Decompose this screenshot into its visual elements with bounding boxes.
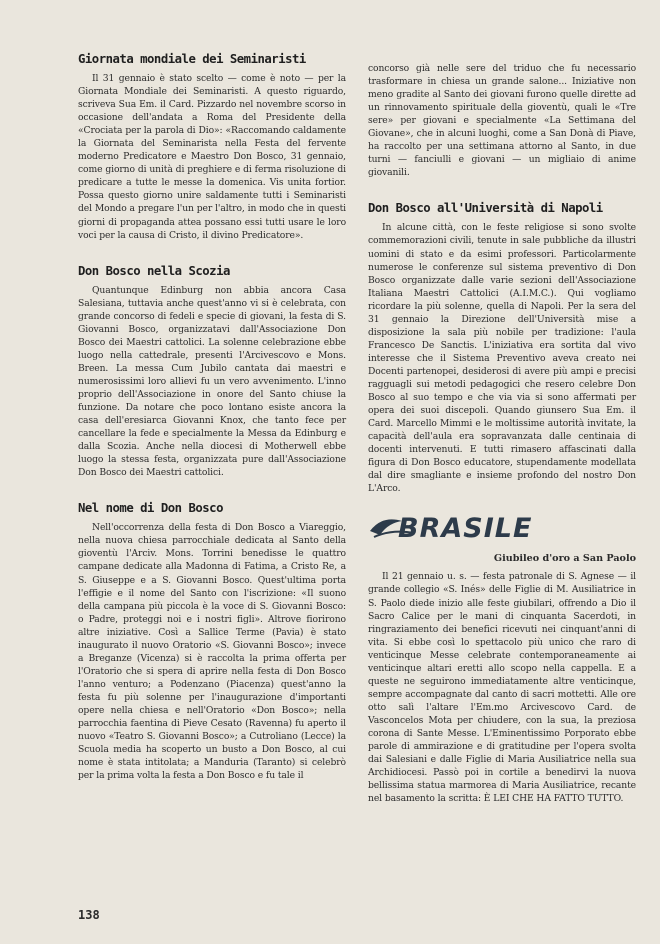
section-body-nome-don-bosco: Nell'occorrenza della festa di Don Bosco a Viareggio, nella nuova chiesa parrocchiale dedicata al Santo della gioventù l'Arciv. Mons. Torrini benedisse le quattro campane dedicate alla Madonna di Fatima, a Cristo Re, a S. Giuseppe e a S. Giovanni Bosco. Quest'ultima porta l'effigie e il nome del Santo con l'iscrizione: «Il suono della campana più piccola è la voce di S. Giovanni Bosco: o Padre, proteggi noi e i nostri figli». Altrove fiorirono altre iniziative. Così a Sallice Terme (Pavia) è stato inaugurato il nuovo Oratorio «S. Giovanni Bosco»; invece a Breganze (Vicenza) si è raccolta la prima offerta per l'Oratorio che si spera di aprire nella festa di Don Bosco l'anno venturo; a Podenzano (Piacenza) quest'anno la festa fu più solenne per l'inaugurazione d'importanti opere nella chiesa e nell'Oratorio «Don Bosco»; nella parrocchia faentina di Pieve Cesato (Ravenna) fu aperto il nuovo «Teatro S. Giovanni Bosco»; a Cutroliano (Lecce) la Scuola media ha scoperto un busto a Don Bosco, al cui nome è stata intitolata; a Manduria (Taranto) si celebrò per la prima volta la festa a Don Bosco e fu tale il [78, 522, 346, 782]
section-title-scozia: Don Bosco nella Scozia [78, 263, 230, 278]
brasile-title: BRASILE [398, 513, 533, 545]
brasile-heading [368, 505, 636, 553]
section-title-nome-don-bosco: Nel nome di Don Bosco [78, 501, 223, 516]
section-subtitle-san-paolo: Giubileo d'oro a San Paolo [493, 553, 636, 565]
section-body-scozia: Quantunque Edinburg non abbia ancora Casa Salesiana, tuttavia anche quest'anno vi si è celebrata, con grande concorso di fedeli e specie di giovani, la festa di S. Giovanni Bosco, organizzatavi dall'Associazione Don Bosco dei Maestri cattolici. La solenne celebrazione ebbe luogo nella cattedrale, presenti l'Arcivescovo e Mons. Breen. La messa Cum Jubilo cantata dai maestri e numerosissimi loro allievi fu un vero avvenimento. L'inno proprio dell'Associazione in onore del Santo chiuse la funzione. Da notare che poco lontano esiste ancora la casa dell'eresiarca Giovanni Knox, che tanto fece per cancellare la fede e specialmente la Messa da Edinburg e dalla Scozia. Anche nella diocesi di Motherwell ebbe luogo la stessa festa, organizzata pure dall'Associazione Don Bosco dei Maestri cattolici. [78, 284, 346, 479]
continued-paragraph: concorso già nelle sere del triduo che fu necessario trasformare in chiesa un grande salone... Iniziative non meno gradite al Santo dei giovani furono quelle dirette ad un rinnovamento spirituale della gioventù, quali le «Tre sere» per giovani e specialmente «La Settimana del Giovane», che in alcuni luoghi, come a San Donà di Piave, ha raccolto per una settimana attorno al Santo, in due turni — fanciulli e giovani — un migliaio di anime giovanili. [368, 63, 636, 179]
left-column [78, 52, 346, 782]
section-body-seminaristi: Il 31 gennaio è stato scelto — come è noto — per la Giornata Mondiale dei Seminaristi. A questo riguardo, scriveva Sua Em. il Card. Pizzardo nel novembre scorso in occasione dell'andata a Roma del Presidente della «Crociata per la parola di Dio»: «Raccomando caldamente la Giornata del Seminarista nella Festa del fervente moderno Predicatore e Maestro Don Bosco, 31 gennaio, come giorno di unità di preghiere e di ferma risoluzione di predicare a tutte le messe la domenica. Vis unita fortior. Possa questo giorno unire saldamente tutti i Seminaristi del Mondo a pregare l'un per l'altro, in modo che in questi giorni di propaganda attea possano essi tutti usare le loro voci per la causa di Cristo, il divino Predicatore». [78, 73, 346, 241]
section-title-napoli: Don Bosco all'Università di Napoli [368, 201, 603, 216]
section-title-seminaristi: Giornata mondiale dei Seminaristi [78, 52, 306, 66]
section-body-napoli: In alcune città, con le feste religiose si sono svolte commemorazioni civili, tenute in sale pubbliche da illustri uomini di stato e da esimi professori. Particolarmente numerose le conferenze sul sistema preventivo di Don Bosco organizzate dalle varie sezioni dell'Associazione Italiana Maestri Cattolici (A.I.M.C.). Qui vogliamo ricordare la più solenne, quella di Napoli. Per la sera del 31 gennaio la Direzione dell'Università mise a disposizione la sala più nobile per tradizione: l'aula Francesco De Sanctis. L'iniziativa era sortita dal vivo interesse che il Sistema Preventivo aveva creato nei Docenti partenopei, desiderosi di avere più ampi e precisi ragguagli sui metodi pedagogici che resero celebre Don Bosco al suo tempo e che via via si sono affermati per opera dei suoi discepoli. Quando giunsero Sua Em. il Card. Marcello Mimmi e le moltissime autorità invitate, la capacità dell'aula era sopravanzata dalle centinaia di docenti intervenuti. E tutti rimasero affascinati dalla figura di Don Bosco educatore, stupendamente modellata dal dire smagliante e insieme profondo del nostro Don L'Arco. [368, 222, 636, 495]
page-number: 138 [78, 908, 100, 922]
section-body-san-paolo: Il 21 gennaio u. s. — festa patronale di S. Agnese — il grande collegio «S. Inés» delle Figlie di M. Ausiliatrice in S. Paolo diede inizio alle feste giubilari, offrendo a Dio il Sacro Calice per le mani di cinquanta Sacerdoti, in ringraziamento dei benefici ricevuti nei cinquant'anni di vita. Si ebbe così lo spettacolo più unico che raro di venticinque Messe celebrate contemporaneamente ai venticinque altari eretti allo scopo nella cappella. E a queste ne seguirono immediatamente altre venticinque, sempre accompagnate dal canto di sacri mottetti. Alle ore otto salì l'altare l'Em.mo Arcivescovo Card. de Vasconcelos Mota per chiudere, con la sua, la preziosa corona di Sante Messe. L'Eminentissimo Porporato ebbe parole di ammirazione e di gratitudine per l'opera svolta dai Salesiani e dalle Figlie di Maria Ausiliatrice nella sua Archidiocesi. Passò poi in cortile a benedirvi la nuova bellissima statua marmorea di Maria Ausiliatrice, recante nel basamento la scritta: È LEI CHE HA FATTO TUTTO. [368, 571, 636, 805]
right-column [368, 62, 636, 805]
